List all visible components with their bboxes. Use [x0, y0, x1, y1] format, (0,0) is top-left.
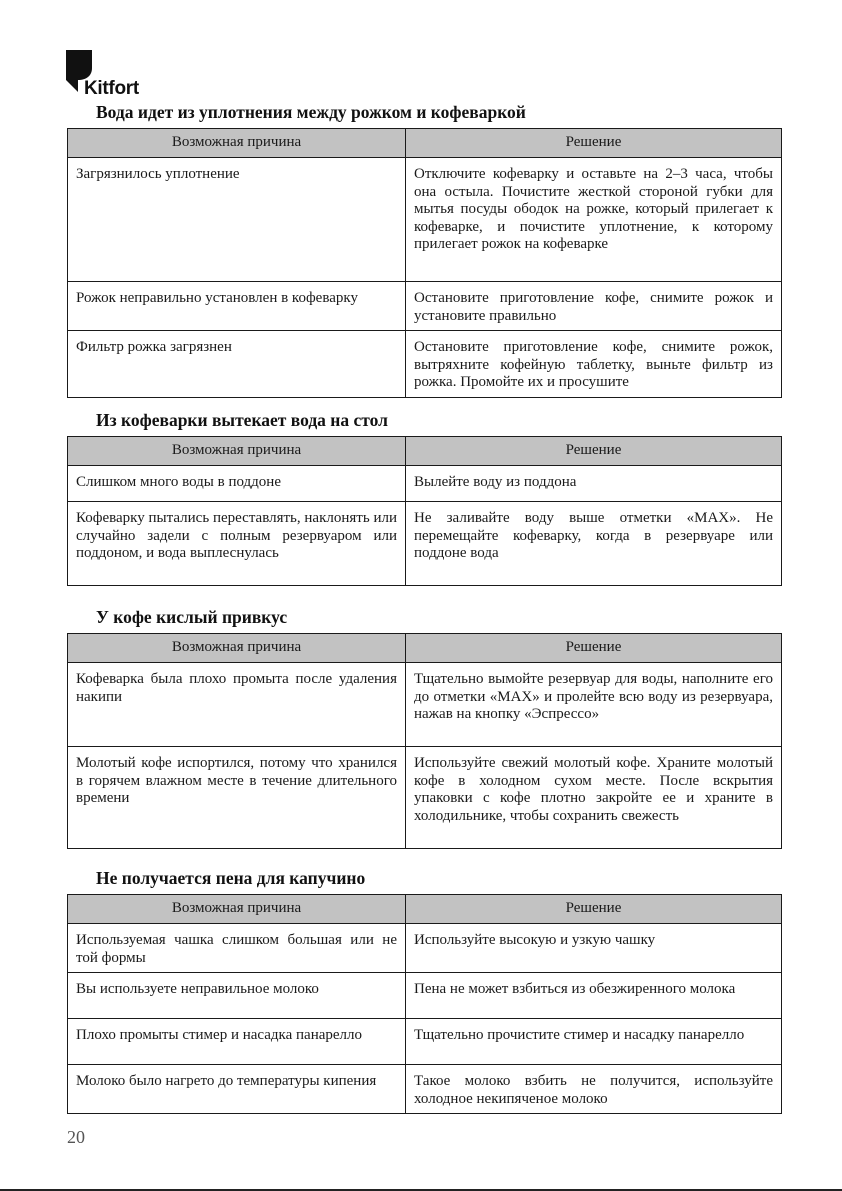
solution-cell: Пена не может взбиться из обезжиренного молока: [406, 973, 782, 1019]
column-header-cause: Возможная причина: [68, 437, 406, 466]
section-water-leak-seal: [67, 102, 781, 398]
troubleshooting-table: [67, 436, 782, 586]
column-header-solution: Решение: [406, 437, 782, 466]
solution-cell: Остановите приготовление кофе, снимите рожок, вытряхните кофейную таблетку, выньте фильтр из рожка. Промойте их и просушите: [406, 331, 782, 398]
table-row: [68, 502, 782, 586]
solution-cell: Вылейте воду из поддона: [406, 466, 782, 502]
column-header-solution: Решение: [406, 129, 782, 158]
table-row: [68, 747, 782, 849]
table-row: [68, 158, 782, 282]
section-title: Из кофеварки вытекает вода на стол: [96, 410, 388, 430]
table-row: [68, 282, 782, 331]
table-row: [68, 663, 782, 747]
cause-cell: Кофеварку пытались переставлять, наклонять или случайно задели с полным резервуаром или поддоном, и вода выплеснулась: [68, 502, 406, 586]
section-title: Вода идет из уплотнения между рожком и кофеваркой: [96, 102, 526, 122]
cause-cell: Молотый кофе испортился, потому что хранился в горячем влажном месте в течение длительного времени: [68, 747, 406, 849]
cause-cell: Вы используете неправильное молоко: [68, 973, 406, 1019]
troubleshooting-table: [67, 633, 782, 849]
solution-cell: Не заливайте воду выше отметки «MAX». Не перемещайте кофеварку, когда в резервуаре или поддоне вода: [406, 502, 782, 586]
cause-cell: Фильтр рожка загрязнен: [68, 331, 406, 398]
column-header-solution: Решение: [406, 634, 782, 663]
cause-cell: Кофеварка была плохо промыта после удаления накипи: [68, 663, 406, 747]
brand-name: Kitfort: [84, 78, 139, 99]
table-row: [68, 924, 782, 973]
section-water-on-table: [67, 410, 781, 586]
table-row: [68, 466, 782, 502]
solution-cell: Используйте свежий молотый кофе. Храните молотый кофе в холодном сухом месте. После вскрытия упаковки с кофе плотно закройте ее и храните в холодильнике, чтобы сохранить свежесть: [406, 747, 782, 849]
solution-cell: Используйте высокую и узкую чашку: [406, 924, 782, 973]
table-header-row: [68, 129, 782, 158]
troubleshooting-table: [67, 894, 782, 1114]
table-header-row: [68, 634, 782, 663]
column-header-solution: Решение: [406, 895, 782, 924]
table-row: [68, 331, 782, 398]
cause-cell: Рожок неправильно установлен в кофеварку: [68, 282, 406, 331]
solution-cell: Отключите кофеварку и оставьте на 2–3 часа, чтобы она остыла. Почистите жесткой стороной губки для мытья посуды ободок на рожке, который прилегает к кофеварке, и почистите уплотнение, к которому прилегает рожок на кофеварке: [406, 158, 782, 282]
column-header-cause: Возможная причина: [68, 129, 406, 158]
table-header-row: [68, 895, 782, 924]
cause-cell: Молоко было нагрето до температуры кипения: [68, 1065, 406, 1114]
solution-cell: Остановите приготовление кофе, снимите рожок и установите правильно: [406, 282, 782, 331]
section-sour-taste: [67, 607, 781, 849]
section-title: Не получается пена для капучино: [96, 868, 366, 888]
table-row: [68, 973, 782, 1019]
cause-cell: Слишком много воды в поддоне: [68, 466, 406, 502]
column-header-cause: Возможная причина: [68, 895, 406, 924]
solution-cell: Тщательно вымойте резервуар для воды, наполните его до отметки «MAX» и пролейте всю воду из резервуара, нажав на кнопку «Эспрессо»: [406, 663, 782, 747]
table-header-row: [68, 437, 782, 466]
section-no-cappuccino-foam: [67, 868, 781, 1114]
table-row: [68, 1019, 782, 1065]
column-header-cause: Возможная причина: [68, 634, 406, 663]
brand-logo: [66, 50, 176, 100]
page-number: 20: [67, 1127, 85, 1147]
solution-cell: Тщательно прочистите стимер и насадку панарелло: [406, 1019, 782, 1065]
troubleshooting-table: [67, 128, 782, 398]
section-title: У кофе кислый привкус: [96, 607, 288, 627]
cause-cell: Плохо промыты стимер и насадка панарелло: [68, 1019, 406, 1065]
solution-cell: Такое молоко взбить не получится, используйте холодное некипяченое молоко: [406, 1065, 782, 1114]
table-row: [68, 1065, 782, 1114]
cause-cell: Используемая чашка слишком большая или не той формы: [68, 924, 406, 973]
cause-cell: Загрязнилось уплотнение: [68, 158, 406, 282]
